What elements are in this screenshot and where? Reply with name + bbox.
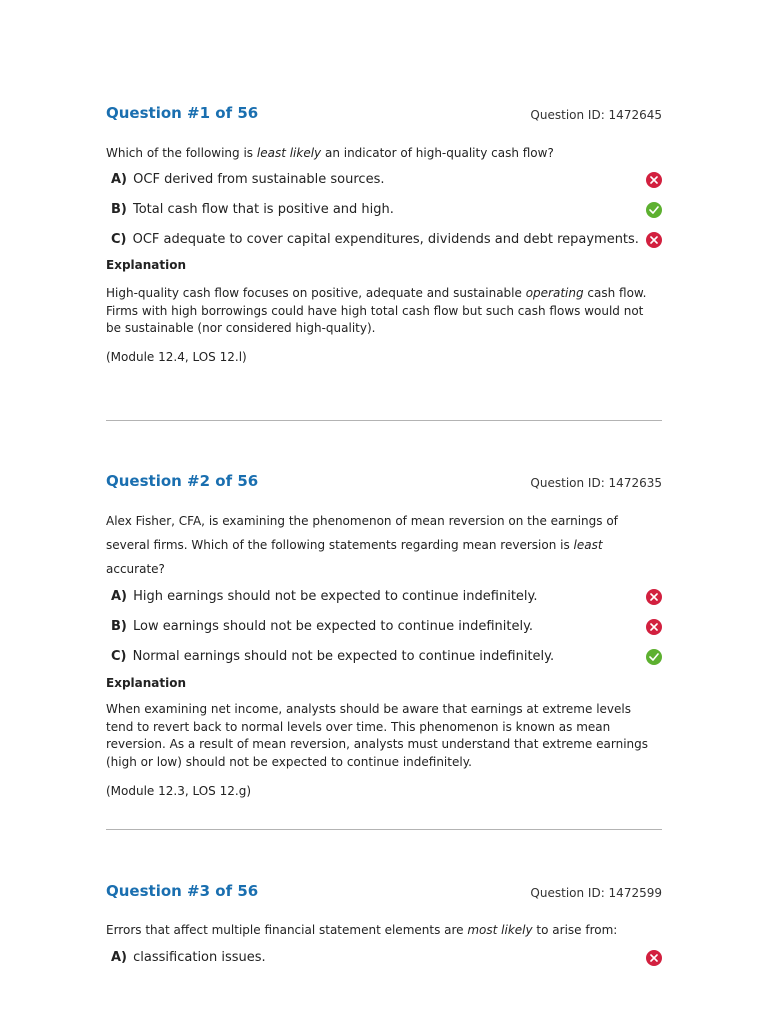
question-id: Question ID: 1472635 (530, 476, 662, 490)
explanation-heading: Explanation (106, 258, 187, 272)
x-circle-icon (646, 232, 662, 248)
answer-letter: A) (111, 950, 128, 965)
explanation-heading: Explanation (106, 676, 187, 690)
divider (106, 420, 662, 421)
question-title: Question #2 of 56 (106, 472, 259, 490)
question-id: Question ID: 1472645 (530, 108, 662, 122)
answer-option-c (106, 232, 662, 262)
explanation-text: When examining net income, analysts should be aware that earnings at extreme levels tend to revert back to normal levels over time. This phenomenon is known as mean reversion. As a result of mean reversion, analysts must understand that extreme earnings (high or low) should not be expected to continue indefinitely. (106, 702, 649, 769)
x-circle-icon (646, 950, 662, 966)
check-circle-icon (646, 649, 662, 665)
answer-letter: C) (111, 649, 127, 664)
answer-option-a (106, 589, 662, 619)
question-stem: Errors that affect multiple financial statement elements are most likely to arise from: (106, 923, 618, 937)
answer-text: OCF derived from sustainable sources. (133, 172, 385, 187)
x-circle-icon (646, 619, 662, 635)
divider (106, 829, 662, 830)
answer-text: Low earnings should not be expected to continue indefinitely. (133, 619, 534, 634)
answer-text: OCF adequate to cover capital expenditures, dividends and debt repayments. (132, 232, 639, 247)
answer-text: Total cash flow that is positive and high. (133, 202, 394, 217)
answer-text: High earnings should not be expected to continue indefinitely. (133, 589, 538, 604)
question-2 (106, 472, 662, 798)
question-title: Question #3 of 56 (106, 882, 259, 900)
question-title: Question #1 of 56 (106, 104, 259, 122)
explanation-text: High-quality cash flow focuses on positive, adequate and sustainable operating cash flow. Firms with high borrowings could have high total cash flow but such cash flows would not be sustainable (nor considered high-quality). (106, 286, 647, 335)
x-circle-icon (646, 172, 662, 188)
question-1 (106, 104, 662, 364)
answer-option-c (106, 649, 662, 679)
answer-list (106, 172, 662, 262)
check-circle-icon (646, 202, 662, 218)
x-circle-icon (646, 589, 662, 605)
module-reference: (Module 12.3, LOS 12.g) (106, 784, 251, 798)
answer-letter: B) (111, 202, 127, 217)
answer-text: Normal earnings should not be expected to continue indefinitely. (132, 649, 555, 664)
answer-letter: B) (111, 619, 127, 634)
question-id: Question ID: 1472599 (530, 886, 662, 900)
module-reference: (Module 12.4, LOS 12.l) (106, 349, 247, 364)
answer-list (106, 589, 662, 679)
answer-option-b (106, 619, 662, 649)
answer-letter: C) (111, 232, 127, 247)
question-header (106, 104, 662, 128)
question-stem: Alex Fisher, CFA, is examining the phenomenon of mean reversion on the earnings of several firms. Which of the following statements regarding mean reversion is least accurate? (106, 514, 618, 576)
question-stem: Which of the following is least likely an indicator of high-quality cash flow? (106, 146, 554, 160)
answer-letter: A) (111, 589, 128, 604)
answer-letter: A) (111, 172, 128, 187)
question-3 (106, 882, 662, 980)
answer-list (106, 950, 662, 980)
question-header (106, 472, 662, 496)
answer-option-a (106, 950, 662, 980)
answer-option-b (106, 202, 662, 232)
answer-text: classification issues. (133, 950, 266, 965)
answer-option-a (106, 172, 662, 202)
question-header (106, 882, 662, 906)
